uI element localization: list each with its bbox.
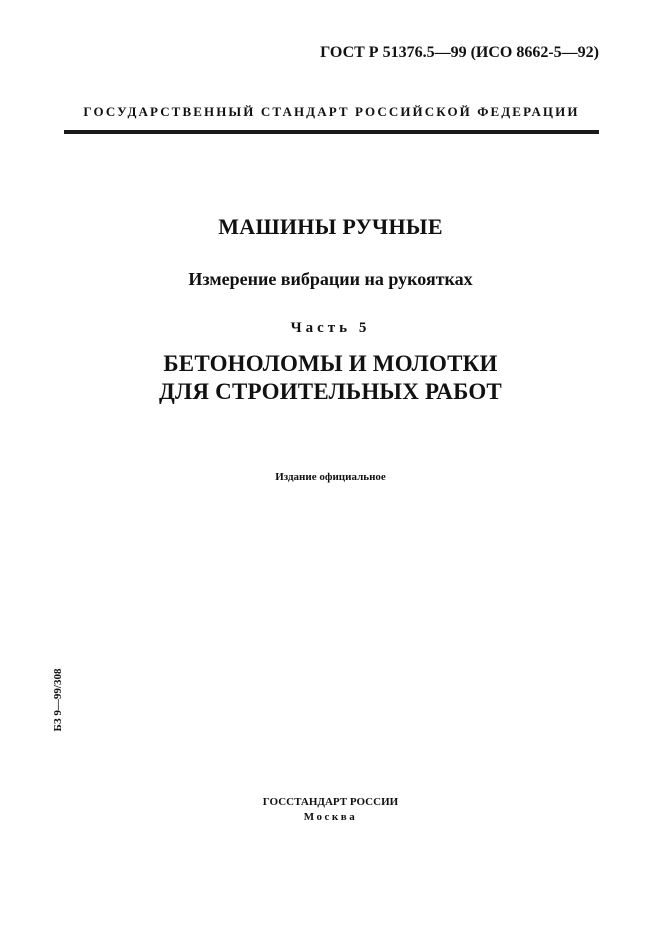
part-number: Часть 5 — [290, 320, 371, 336]
side-code-text: БЗ 9—99/308 — [52, 668, 64, 732]
publisher: ГОССТАНДАРТ РОССИИ — [262, 796, 399, 808]
part-title-line-2: ДЛЯ СТРОИТЕЛЬНЫХ РАБОТ — [159, 379, 502, 404]
publication-city: Москва — [303, 811, 358, 823]
document-title: МАШИНЫ РУЧНЫЕ — [218, 214, 443, 239]
heading-divider — [64, 130, 599, 134]
state-standard-heading: ГОСУДАРСТВЕННЫЙ СТАНДАРТ РОССИЙСКОЙ ФЕДЕРАЦИИ — [83, 104, 580, 119]
edition-note: Издание официальное — [275, 471, 386, 483]
document-subtitle: Измерение вибрации на рукоятках — [188, 269, 473, 289]
part-title-line-1: БЕТОНОЛОМЫ И МОЛОТКИ — [163, 351, 498, 376]
standard-designation: ГОСТ Р 51376.5—99 (ИСО 8662-5—92) — [320, 44, 599, 61]
part-title — [0, 350, 661, 406]
